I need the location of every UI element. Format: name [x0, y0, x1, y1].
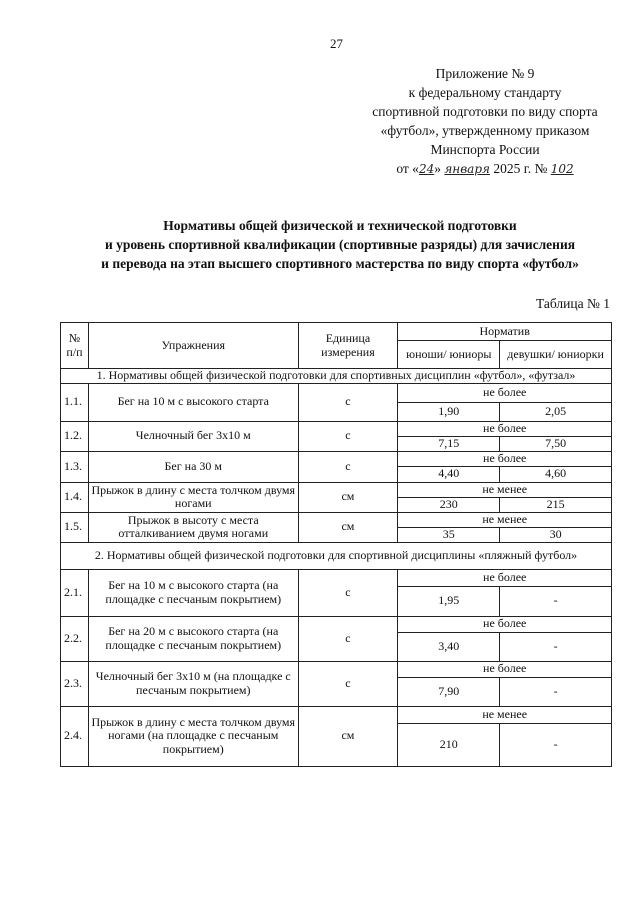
value-boys: 35 [398, 527, 500, 542]
table-row [61, 383, 612, 402]
value-boys: 3,40 [398, 632, 500, 661]
norm-condition: не менее [398, 512, 612, 527]
handwritten-month: января [444, 162, 490, 176]
unit: см [298, 706, 398, 766]
header-unit: Единица измерения [298, 323, 398, 369]
handwritten-day: 24 [418, 162, 435, 176]
row-number: 1.2. [61, 421, 89, 451]
row-number: 1.1. [61, 383, 89, 421]
value-girls: 215 [500, 497, 612, 512]
value-girls: 2,05 [500, 402, 612, 421]
norm-condition: не более [398, 451, 612, 466]
exercise-name: Челночный бег 3х10 м (на площадке с песчаным покрытием) [88, 661, 298, 706]
norm-condition: не менее [398, 706, 612, 723]
value-boys: 7,15 [398, 436, 500, 451]
title-line: и уровень спортивной квалификации (спортивные разряды) для зачисления [104, 237, 576, 252]
appendix-line: «футбол», утвержденному приказом [380, 123, 590, 138]
norm-condition: не более [398, 661, 612, 677]
table-row [61, 482, 612, 497]
row-number: 1.5. [61, 512, 89, 542]
row-number: 2.1. [61, 569, 89, 616]
table-row [61, 569, 612, 586]
norms-table [60, 322, 612, 767]
value-boys: 230 [398, 497, 500, 512]
appendix-header [340, 64, 630, 179]
appendix-line: спортивной подготовки по виду спорта [372, 104, 598, 119]
section-title: 2. Нормативы общей физической подготовки для спортивной дисциплины «пляжный футбол» [61, 542, 612, 569]
row-number: 1.3. [61, 451, 89, 482]
exercise-name: Прыжок в длину с места толчком двумя ногами [88, 482, 298, 512]
header-girls: девушки/ юниорки [500, 341, 612, 369]
exercise-name: Бег на 20 м с высокого старта (на площадке с песчаным покрытием) [88, 616, 298, 661]
exercise-name: Челночный бег 3х10 м [88, 421, 298, 451]
norm-condition: не более [398, 383, 612, 402]
row-number: 1.4. [61, 482, 89, 512]
handwritten-order-number: 102 [550, 162, 574, 176]
value-girls: 30 [500, 527, 612, 542]
section-row [61, 542, 612, 569]
value-girls: - [500, 632, 612, 661]
table-label: Таблица № 1 [536, 296, 610, 311]
norm-condition: не более [398, 616, 612, 632]
exercise-name: Прыжок в высоту с места отталкиванием двумя ногами [88, 512, 298, 542]
value-girls: 4,60 [500, 466, 612, 482]
value-girls: - [500, 723, 612, 766]
value-girls: - [500, 677, 612, 706]
norm-condition: не более [398, 569, 612, 586]
table-row [61, 451, 612, 466]
row-number: 2.2. [61, 616, 89, 661]
exercise-name: Прыжок в длину с места толчком двумя ногами (на площадке с песчаным покрытием) [88, 706, 298, 766]
norm-condition: не более [398, 421, 612, 436]
table-row [61, 661, 612, 677]
document-title [60, 216, 620, 273]
section-row [61, 369, 612, 384]
exercise-name: Бег на 30 м [88, 451, 298, 482]
date-mid: » [434, 161, 441, 176]
value-boys: 7,90 [398, 677, 500, 706]
unit: с [298, 421, 398, 451]
unit: с [298, 661, 398, 706]
title-line: Нормативы общей физической и технической подготовки [163, 218, 517, 233]
title-line: и перевода на этап высшего спортивного мастерства по виду спорта «футбол» [101, 256, 579, 271]
unit: см [298, 482, 398, 512]
section-title: 1. Нормативы общей физической подготовки для спортивных дисциплин «футбол», «футзал» [61, 369, 612, 384]
table-row [61, 512, 612, 527]
unit: с [298, 616, 398, 661]
header-norm: Норматив [398, 323, 612, 341]
page-number: 27 [330, 36, 343, 51]
unit: с [298, 383, 398, 421]
value-boys: 210 [398, 723, 500, 766]
date-prefix: от « [396, 161, 419, 176]
appendix-line: Минспорта России [430, 142, 540, 157]
value-girls: 7,50 [500, 436, 612, 451]
table-row [61, 706, 612, 723]
header-no: № п/п [61, 323, 89, 369]
appendix-date-line [340, 159, 630, 179]
row-number: 2.3. [61, 661, 89, 706]
norm-condition: не менее [398, 482, 612, 497]
value-boys: 1,90 [398, 402, 500, 421]
value-boys: 4,40 [398, 466, 500, 482]
exercise-name: Бег на 10 м с высокого старта (на площадке с песчаным покрытием) [88, 569, 298, 616]
unit: с [298, 569, 398, 616]
value-girls: - [500, 586, 612, 616]
unit: с [298, 451, 398, 482]
appendix-line: к федеральному стандарту [408, 85, 562, 100]
header-exercise: Упражнения [88, 323, 298, 369]
exercise-name: Бег на 10 м с высокого старта [88, 383, 298, 421]
header-boys: юноши/ юниоры [398, 341, 500, 369]
value-boys: 1,95 [398, 586, 500, 616]
appendix-line: Приложение № 9 [435, 66, 535, 81]
table-row [61, 616, 612, 632]
row-number: 2.4. [61, 706, 89, 766]
unit: см [298, 512, 398, 542]
table-row [61, 421, 612, 436]
date-year: 2025 г. № [493, 161, 548, 176]
